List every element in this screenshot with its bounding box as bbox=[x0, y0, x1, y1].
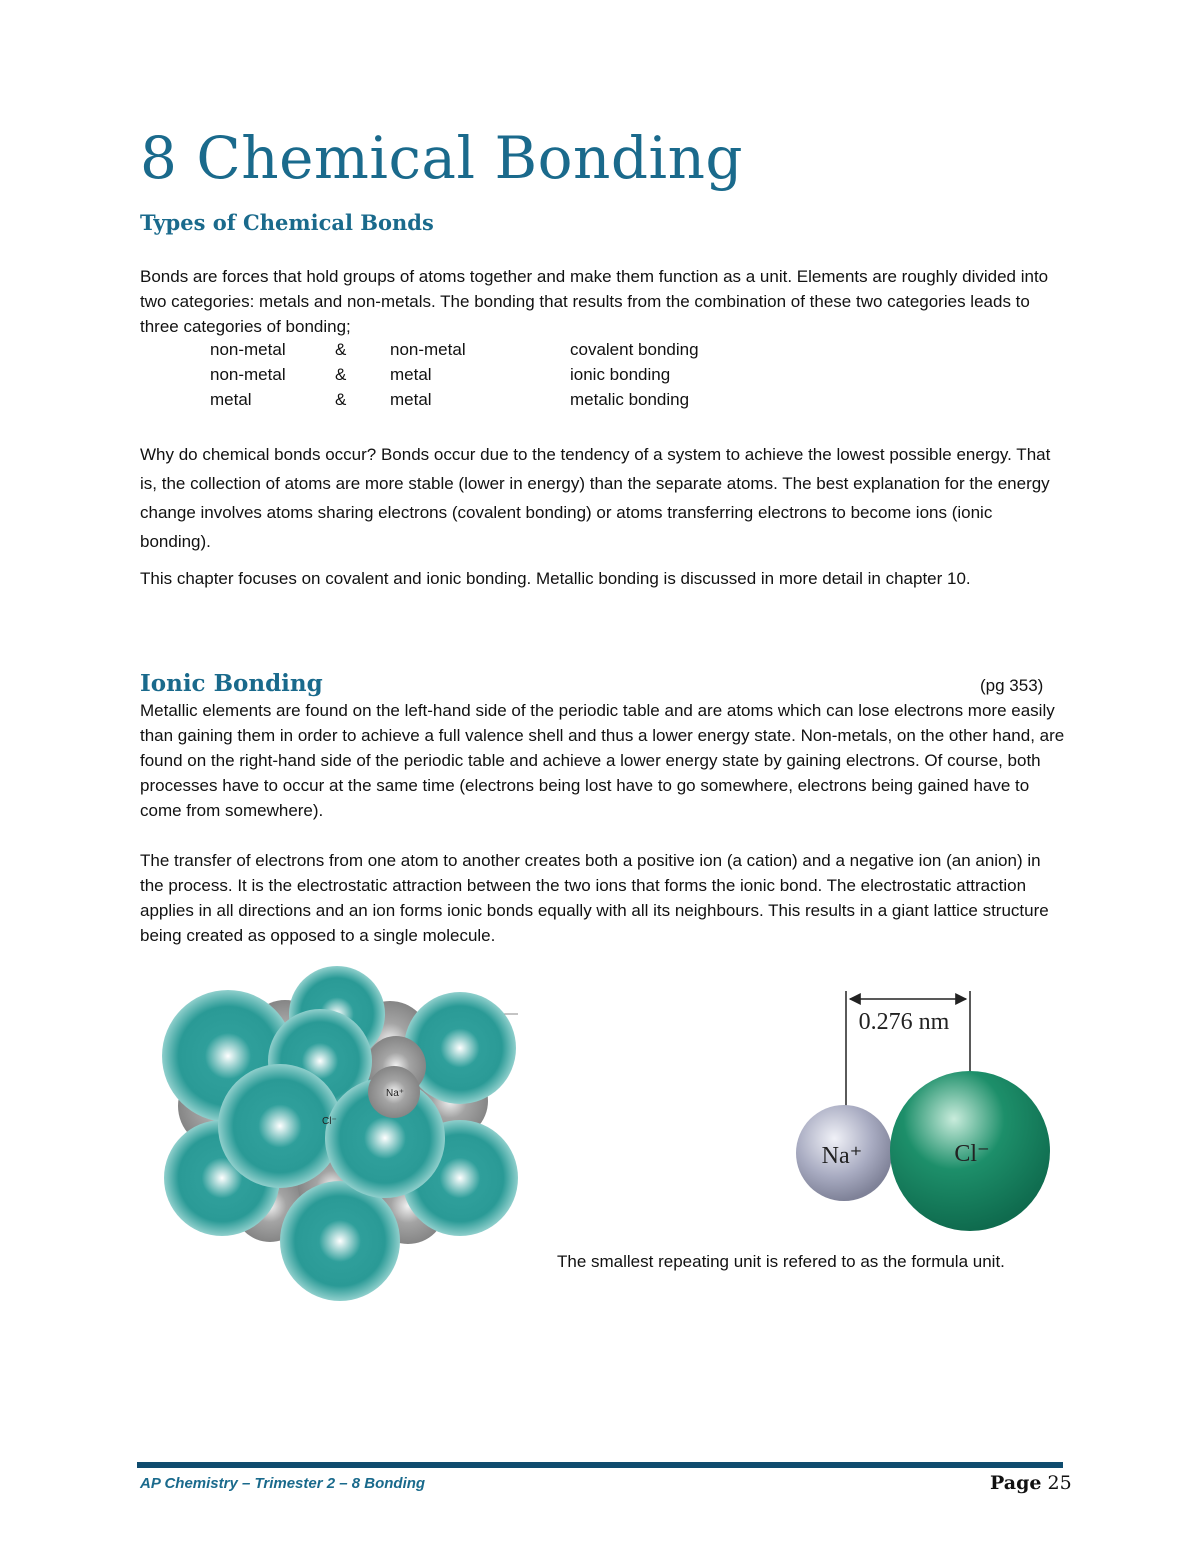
page-label: Page bbox=[990, 1472, 1042, 1494]
why-bonds-paragraph: Why do chemical bonds occur? Bonds occur due to the tendency of a system to achieve the lowest possible energy. That is, the collection of atoms are more stable (lower in energy) than the separate atoms. The best explanation for the energy change involves atoms sharing electrons (covalent bonding) or atoms transferring electrons to become ions (ionic bonding). bbox=[140, 445, 1051, 551]
figure-caption: The smallest repeating unit is refered to as the formula unit. bbox=[557, 1252, 1005, 1271]
bond-type: ionic bonding bbox=[570, 365, 671, 384]
sodium-label: Na⁺ bbox=[386, 1088, 405, 1099]
page-title: 8 Chemical Bonding bbox=[140, 124, 744, 192]
element-a: non-metal bbox=[210, 365, 286, 384]
distance-label: 0.276 nm bbox=[858, 1009, 950, 1035]
ampersand: & bbox=[335, 340, 347, 359]
sodium-ion-label: Na⁺ bbox=[821, 1143, 863, 1169]
chloride-ion-label: Cl⁻ bbox=[954, 1141, 990, 1167]
anion-sphere bbox=[280, 1181, 400, 1301]
footer-divider bbox=[137, 1462, 1063, 1468]
bond-type: covalent bonding bbox=[570, 340, 699, 359]
bond-type: metalic bonding bbox=[570, 390, 690, 409]
element-b: metal bbox=[390, 390, 432, 409]
nacl-lattice-figure bbox=[160, 966, 520, 1302]
ampersand: & bbox=[335, 365, 347, 384]
intro-paragraph: Bonds are forces that hold groups of atoms together and make them function as a unit. Elements are roughly divided into two categories: metals and non-metals. The bonding that results from the combination of these two categories leads to three categories of bonding; bbox=[140, 267, 1049, 336]
element-b: metal bbox=[390, 365, 432, 384]
element-a: metal bbox=[210, 390, 252, 409]
ampersand: & bbox=[335, 390, 347, 409]
element-b: non-metal bbox=[390, 340, 466, 359]
element-a: non-metal bbox=[210, 340, 286, 359]
footer-page-number bbox=[990, 1472, 1072, 1494]
chapter-focus-paragraph: This chapter focuses on covalent and ionic bonding. Metallic bonding is discussed in more detail in chapter 10. bbox=[140, 569, 971, 588]
ionic-paragraph-2: The transfer of electrons from one atom to another creates both a positive ion (a cation) and a negative ion (an anion) in the process. It is the electrostatic attraction between the two ions that forms the ionic bond. The electrostatic attraction applies in all directions and an ion forms ionic bonds equally with all its neighbours. This results in a giant lattice structure being created as opposed to a single molecule. bbox=[140, 851, 1049, 945]
ion-pair-figure bbox=[780, 985, 1080, 1250]
section-heading-types: Types of Chemical Bonds bbox=[140, 210, 434, 235]
ionic-paragraph-1: Metallic elements are found on the left-hand side of the periodic table and are atoms which can lose electrons more easily than gaining them in order to achieve a full valence shell and thus a lower energy state. Non-metals, on the other hand, are found on the right-hand side of the periodic table and achieve a lower energy state by gaining electrons. Of course, both processes have to occur at the same time (electrons being lost have to go somewhere, electrons being gained have to come from somewhere). bbox=[140, 701, 1065, 820]
page-number-value: 25 bbox=[1047, 1472, 1072, 1494]
page-reference: (pg 353) bbox=[980, 676, 1044, 695]
anion-sphere bbox=[404, 992, 516, 1104]
footer-course-title: AP Chemistry – Trimester 2 – 8 Bonding bbox=[140, 1475, 426, 1492]
chloride-label: Cl⁻ bbox=[322, 1116, 337, 1127]
section-heading-ionic: Ionic Bonding bbox=[140, 670, 323, 697]
